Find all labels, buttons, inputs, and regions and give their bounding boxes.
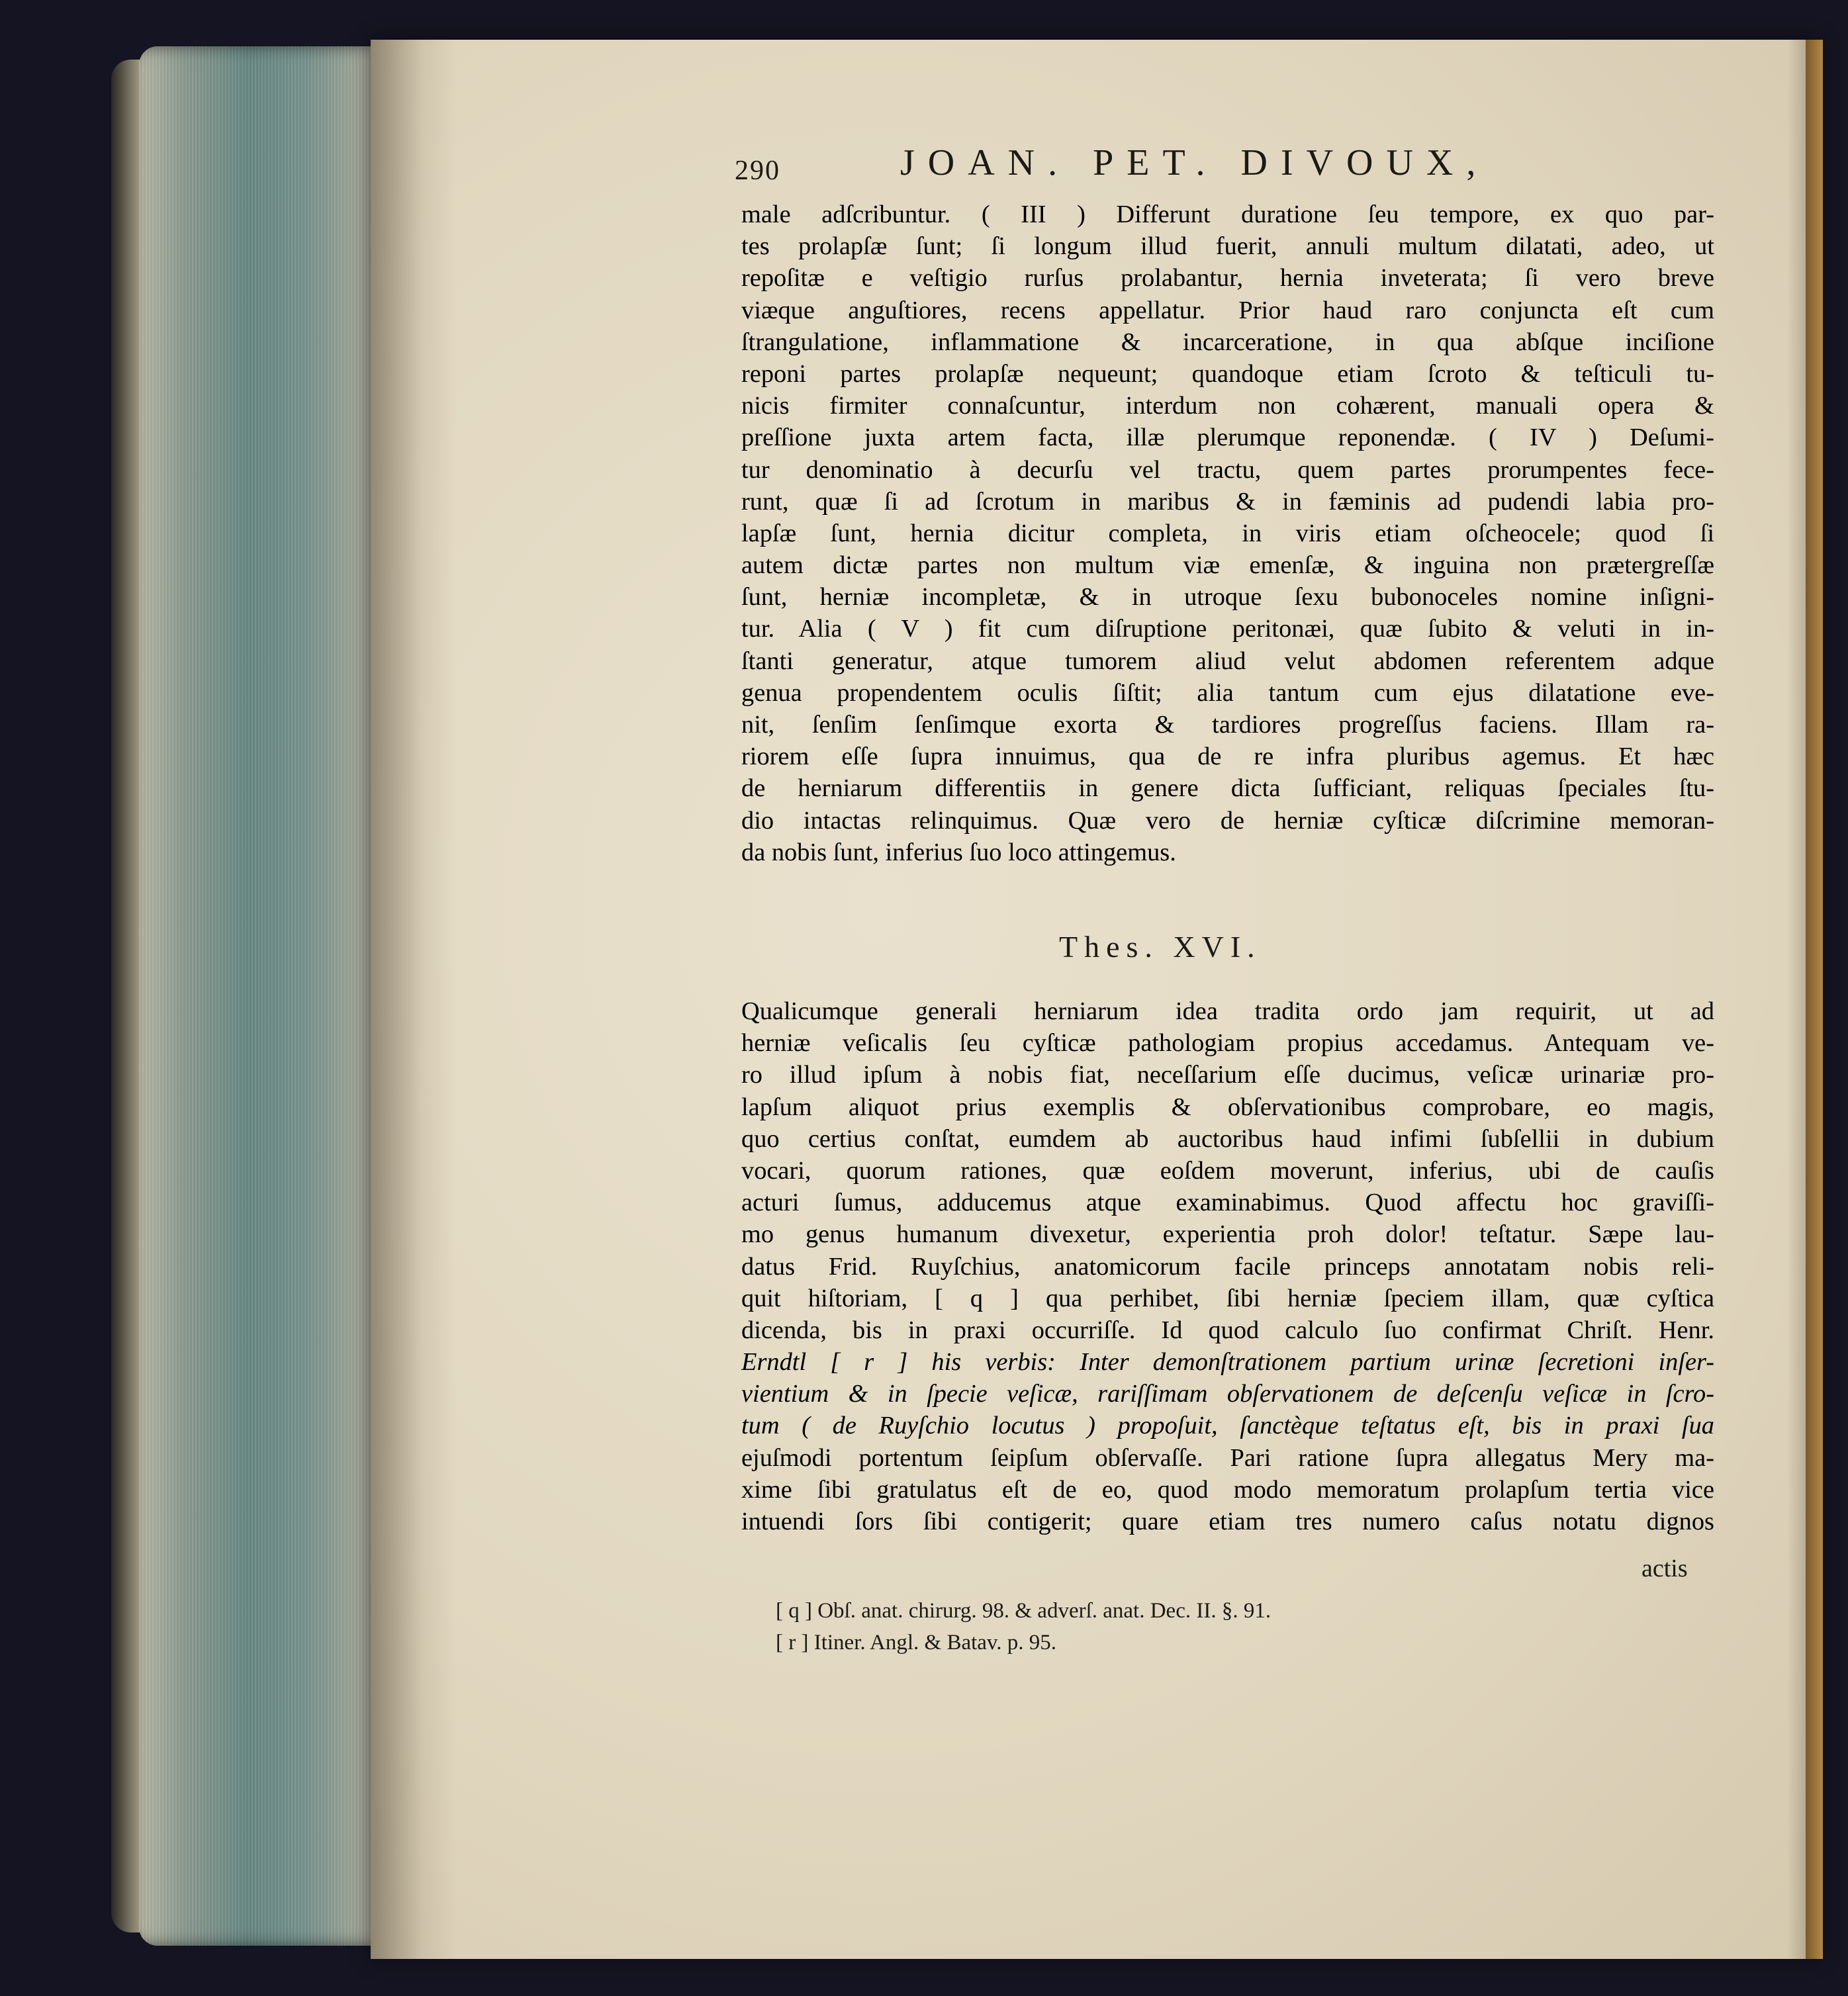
section-heading: Thes. XVI. <box>1059 930 1262 964</box>
page-edge-strip <box>1806 40 1823 1959</box>
text-line: nicis firmiter connaſcuntur, interdum non cohærent, manuali opera & <box>741 392 1714 420</box>
text-line: viæque anguſtiores, recens appellatur. Prior haud raro conjuncta eſt cum <box>741 296 1714 324</box>
text-line: ſtanti generatur, atque tumorem aliud velut abdomen referentem adque <box>741 647 1714 675</box>
text-line: xime ſibi gratulatus eſt de eo, quod modo memoratum prolapſum tertia vice <box>741 1475 1714 1504</box>
page-number: 290 <box>735 156 780 186</box>
gutter-shadow <box>371 40 457 1959</box>
text-line: tur. Alia ( V ) fit cum diſruptione peritonæi, quæ ſubito & veluti in in- <box>741 615 1714 643</box>
footnotes <box>776 1595 1271 1658</box>
footnote-r: [ r ] Itiner. Angl. & Batav. p. 95. <box>776 1631 1057 1655</box>
text-line: dio intactas relinquimus. Quæ vero de herniæ cyſticæ diſcrimine memoran- <box>741 806 1714 835</box>
text-line: autem dictæ partes non multum viæ emenſæ, & inguina non prætergreſſæ <box>741 551 1714 580</box>
text-line: genua propendentem oculis ſiſtit; alia tantum cum ejus dilatatione eve- <box>741 678 1714 707</box>
text-line: riorem eſſe ſupra innuimus, qua de re infra pluribus agemus. Et hæc <box>741 743 1714 771</box>
text-line: nit, ſenſim ſenſimque exorta & tardiores progreſſus faciens. Illam ra- <box>741 711 1714 739</box>
paragraph-2 <box>741 995 1714 1537</box>
text-line: vocari, quorum rationes, quæ eoſdem moverunt, inferius, ubi de cauſis <box>741 1156 1714 1185</box>
text-line: ſtrangulatione, inflammatione & incarceratione, in qua abſque inciſione <box>741 328 1714 356</box>
text-line: datus Frid. Ruyſchius, anatomicorum facile princeps annotatam nobis reli- <box>741 1252 1714 1281</box>
text-line: ſunt, herniæ incompletæ, & in utroque ſexu bubonoceles nomine inſigni- <box>741 583 1714 612</box>
running-title: JOAN. PET. DIVOUX, <box>900 142 1489 183</box>
text-line: Qualicumque generali herniarum idea tradita ordo jam requirit, ut ad <box>741 997 1714 1025</box>
text-line: ro illud ipſum à nobis fiat, neceſſarium eſſe ducimus, veſicæ urinariæ pro- <box>741 1061 1714 1089</box>
text-line: lapſum aliquot prius exemplis & obſervationibus comprobare, eo magis, <box>741 1093 1714 1121</box>
text-line: tur denominatio à decurſu vel tractu, quem partes prorumpentes fece- <box>741 455 1714 484</box>
text-line: dicenda, bis in praxi occurriſſe. Id quod calculo ſuo confirmat Chriſt. Henr. <box>741 1316 1714 1344</box>
text-line: quit hiſtoriam, [ q ] qua perhibet, ſibi herniæ ſpeciem illam, quæ cyſtica <box>741 1284 1714 1312</box>
text-line: tes prolapſæ ſunt; ſi longum illud fuerit, annuli multum dilatati, adeo, ut <box>741 232 1714 261</box>
text-line: reponi partes prolapſæ nequeunt; quandoque etiam ſcroto & teſticuli tu- <box>741 359 1714 388</box>
text-line: vientium & in ſpecie veſicæ, rariſſimam obſervationem de deſcenſu veſicæ in ſcro- <box>741 1380 1714 1408</box>
text-line: male adſcribuntur. ( III ) Differunt duratione ſeu tempore, ex quo par- <box>741 201 1714 228</box>
catchword: actis <box>1641 1555 1688 1582</box>
text-line: de herniarum differentiis in genere dicta ſufficiant, reliquas ſpeciales ſtu- <box>741 774 1714 803</box>
text-line: Erndtl [ r ] his verbis: Inter demonſtrationem partium urinæ ſecretioni inſer- <box>741 1348 1714 1377</box>
text-line: quo certius conſtat, eumdem ab auctoribus haud infimi ſubſellii in dubium <box>741 1124 1714 1153</box>
text-line: herniæ veſicalis ſeu cyſticæ pathologiam propius accedamus. Antequam ve- <box>741 1029 1714 1058</box>
paragraph-1 <box>741 199 1714 868</box>
text-line: acturi ſumus, adducemus atque examinabimus. Quod affectu hoc graviſſi- <box>741 1189 1714 1217</box>
text-line: repoſitæ e veſtigio rurſus prolabantur, hernia inveterata; ſi vero breve <box>741 264 1714 293</box>
text-line: lapſæ ſunt, hernia dicitur completa, in viris etiam oſcheocele; quod ſi <box>741 519 1714 547</box>
page-block-edges <box>139 46 384 1946</box>
text-line: preſſione juxta artem facta, illæ plerumque reponendæ. ( IV ) Deſumi- <box>741 424 1714 452</box>
text-line: da nobis ſunt, inferius ſuo loco attingemus. <box>741 838 1176 866</box>
text-line: tum ( de Ruyſchio locutus ) propoſuit, ſanctèque teſtatus eſt, bis in praxi ſua <box>741 1412 1714 1440</box>
text-line: ejuſmodi portentum ſeipſum obſervaſſe. Pari ratione ſupra allegatus Mery ma- <box>741 1443 1714 1472</box>
text-line: intuendi ſors ſibi contigerit; quare etiam tres numero caſus notatu dignos <box>741 1508 1714 1535</box>
text-line: mo genus humanum divexetur, experientia proh dolor! teſtatur. Sæpe lau- <box>741 1220 1714 1249</box>
footnote-q: [ q ] Obſ. anat. chirurg. 98. & adverſ. anat. Dec. II. §. 91. <box>776 1599 1271 1623</box>
text-line: runt, quæ ſi ad ſcrotum in maribus & in fæminis ad pudendi labia pro- <box>741 487 1714 516</box>
